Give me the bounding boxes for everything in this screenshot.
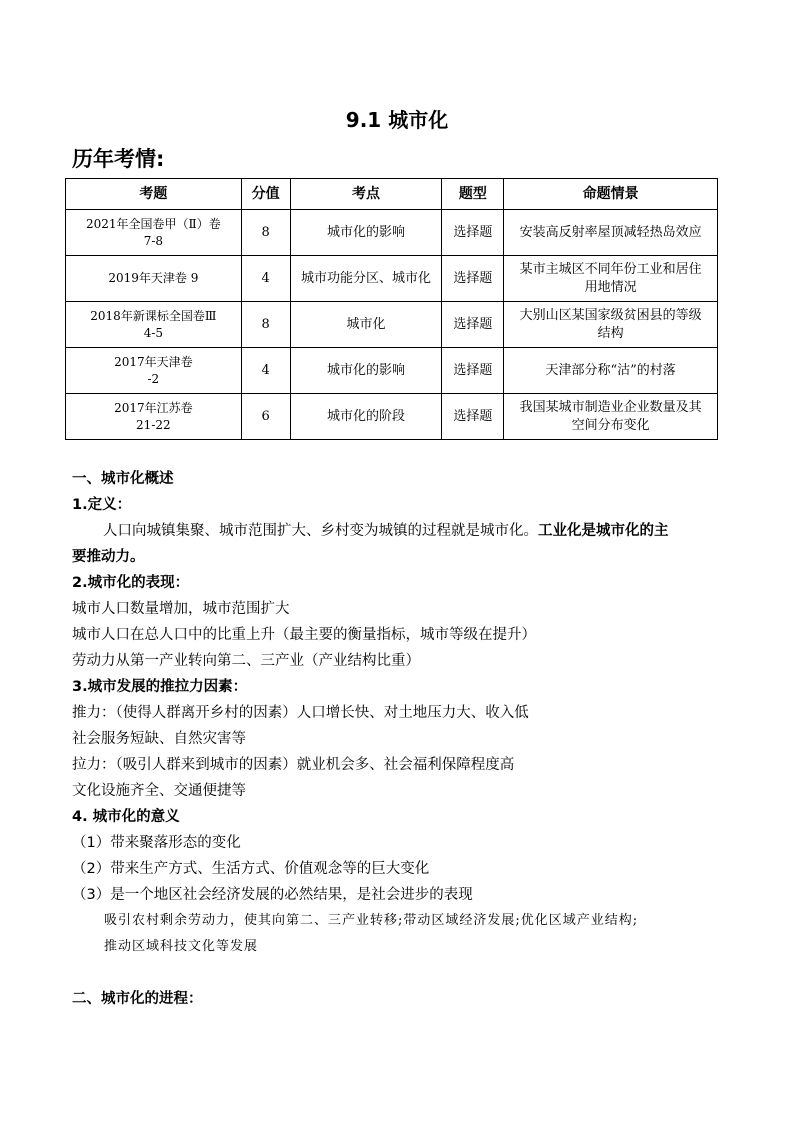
definition-text-cont: 要推动力。 <box>72 549 145 565</box>
meaning-heading: 4. 城市化的意义 <box>72 809 180 825</box>
performance-item: 劳动力从第一产业转向第二、三产业（产业结构比重） <box>72 653 420 669</box>
cell-score: 4 <box>241 256 290 302</box>
meaning-item: （2）带来生产方式、生活方式、价值观念等的巨大变化 <box>72 861 430 877</box>
definition-heading: 1.定义： <box>72 497 132 513</box>
page-title: 9.1 城市化 <box>345 108 449 132</box>
cell-point: 城市化的影响 <box>290 348 442 394</box>
push-factors: 推力：（使得人群离开乡村的因素）人口增长快、对土地压力大、收入低 <box>72 705 529 721</box>
performance-heading: 2.城市化的表现： <box>72 575 190 591</box>
cell-score: 8 <box>241 210 290 256</box>
cell-type: 选择题 <box>442 256 504 302</box>
table-row <box>66 348 718 394</box>
cell-context: 大别山区某国家级贫困县的等级 结构 <box>504 302 718 348</box>
meaning-item: （3）是一个地区社会经济发展的必然结果，是社会进步的表现 <box>72 887 473 903</box>
push-factors-cont: 社会服务短缺、自然灾害等 <box>72 731 246 747</box>
cell-context: 我国某城市制造业企业数量及其 空间分布变化 <box>504 394 718 440</box>
cell-score: 6 <box>241 394 290 440</box>
header-question: 考题 <box>66 179 242 210</box>
cell-type: 选择题 <box>442 302 504 348</box>
table-row <box>66 210 718 256</box>
cell-score: 4 <box>241 348 290 394</box>
cell-context: 安装高反射率屋顶减轻热岛效应 <box>504 210 718 256</box>
cell-context: 某市主城区不同年份工业和居住 用地情况 <box>504 256 718 302</box>
meaning-note: 吸引农村剩余劳动力，使其向第二、三产业转移;带动区域经济发展;优化区域产业结构; <box>104 913 639 928</box>
cell-type: 选择题 <box>442 348 504 394</box>
cell-source: 2021年全国卷甲（Ⅱ）卷 7-8 <box>66 210 242 256</box>
cell-point: 城市功能分区、城市化 <box>290 256 442 302</box>
meaning-item: （1）带来聚落形态的变化 <box>72 835 241 851</box>
performance-item: 城市人口在总人口中的比重上升（最主要的衡量指标，城市等级在提升） <box>72 627 536 643</box>
definition-text: 人口向城镇集聚、城市范围扩大、乡村变为城镇的过程就是城市化。工业化是城市化的主 <box>103 523 669 539</box>
table-row <box>66 256 718 302</box>
cell-point: 城市化的阶段 <box>290 394 442 440</box>
cell-source: 2017年江苏卷 21-22 <box>66 394 242 440</box>
exam-history-heading: 历年考情: <box>72 147 165 171</box>
cell-source: 2017年天津卷 -2 <box>66 348 242 394</box>
content-body <box>72 466 732 1012</box>
table-row <box>66 394 718 440</box>
table-header-row <box>66 179 718 210</box>
factors-heading: 3.城市发展的推拉力因素： <box>72 679 248 695</box>
cell-point: 城市化的影响 <box>290 210 442 256</box>
exam-history-table <box>65 178 718 440</box>
section-heading-overview: 一、城市化概述 <box>72 471 174 487</box>
cell-context: 天津部分称“沽”的村落 <box>504 348 718 394</box>
cell-type: 选择题 <box>442 210 504 256</box>
section-heading-progress: 二、城市化的进程： <box>72 991 203 1007</box>
performance-item: 城市人口数量增加，城市范围扩大 <box>72 601 290 617</box>
header-type: 题型 <box>442 179 504 210</box>
header-score: 分值 <box>241 179 290 210</box>
cell-source: 2019年天津卷 9 <box>66 256 242 302</box>
header-point: 考点 <box>290 179 442 210</box>
table-row <box>66 302 718 348</box>
pull-factors-cont: 文化设施齐全、交通便捷等 <box>72 783 246 799</box>
meaning-note-cont: 推动区域科技文化等发展 <box>104 939 259 954</box>
cell-type: 选择题 <box>442 394 504 440</box>
cell-source: 2018年新课标全国卷Ⅲ 4-5 <box>66 302 242 348</box>
header-context: 命题情景 <box>504 179 718 210</box>
cell-score: 8 <box>241 302 290 348</box>
pull-factors: 拉力：（吸引人群来到城市的因素）就业机会多、社会福利保障程度高 <box>72 757 515 773</box>
cell-point: 城市化 <box>290 302 442 348</box>
